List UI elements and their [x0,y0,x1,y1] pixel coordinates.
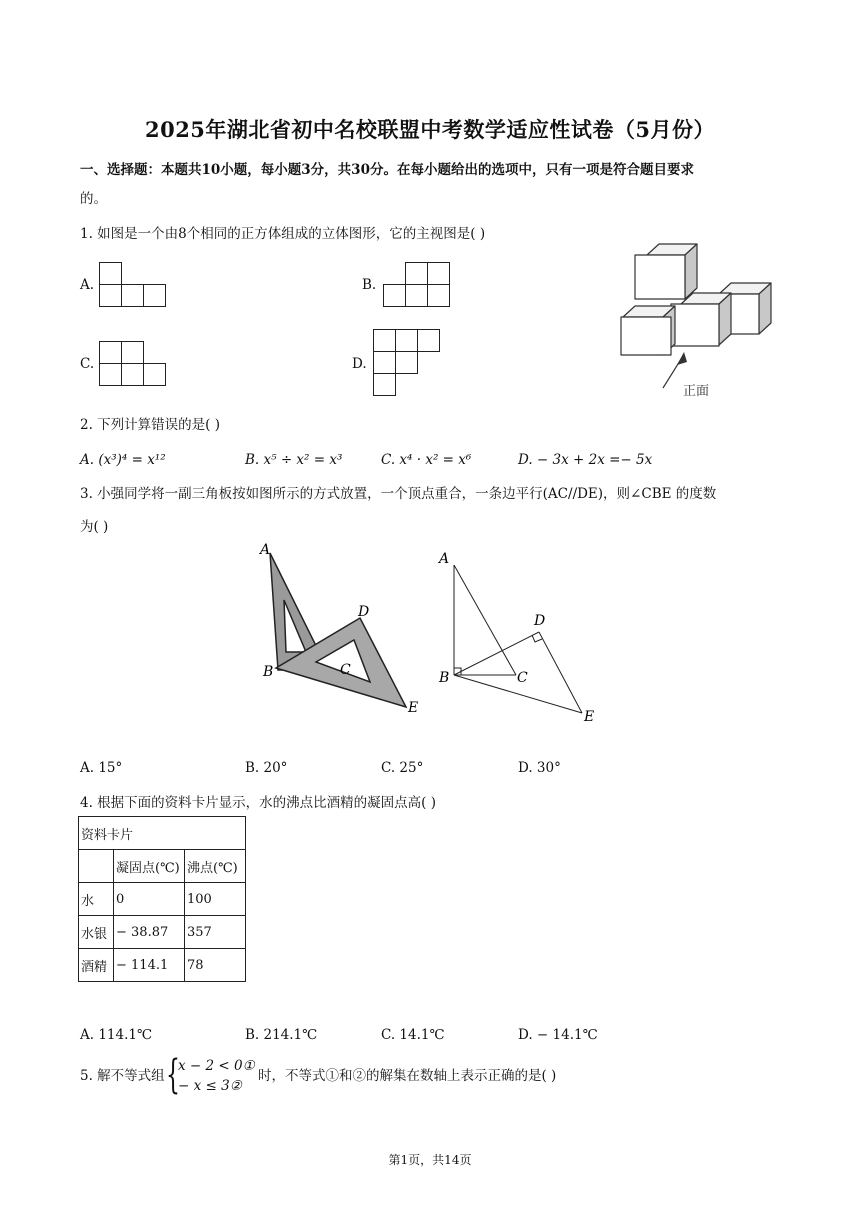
q3-stem-line2: 为( ) [80,519,109,535]
q1-option-a-figure[interactable] [96,258,168,308]
card-cell: − 114.1 [114,949,185,982]
card-cell: 0 [114,883,185,916]
q5-stem-start: 5. 解不等式组 [80,1068,165,1084]
q4-option-b[interactable]: B. 214.1℃ [245,1027,318,1043]
q3-diagram-label-c: C [517,670,528,686]
q1-option-c-label[interactable]: C. [80,356,95,372]
q1-cube-figure [615,238,780,403]
table-row [79,916,246,949]
q3-set-squares-figure [258,540,428,718]
q3-option-b[interactable]: B. 20° [245,760,288,776]
q1-option-c-figure[interactable] [96,337,168,387]
q4-data-card [78,816,246,982]
front-view-label: 正面 [683,384,710,399]
q3-photo-label-d: D [358,604,370,620]
table-row [79,883,246,916]
section-heading-line1: 一、选择题：本题共10小题，每小题3分，共30分。在每小题给出的选项中，只有一项是符合题目要求 [80,162,694,178]
q5-brace: { [166,1052,180,1098]
card-header-freezing: 凝固点(℃) [114,850,185,883]
q3-diagram-label-a: A [439,551,450,567]
q1-option-d-figure[interactable] [370,326,442,398]
q1-option-b-label[interactable]: B. [362,277,377,293]
q4-stem: 4. 根据下面的资料卡片显示，水的沸点比酒精的凝固点高( ) [80,795,436,811]
card-title: 资料卡片 [79,817,246,850]
table-row [79,949,246,982]
q1-option-d-label[interactable]: D. [352,356,367,372]
q3-photo-label-b: B [263,664,274,680]
q3-photo-label-a: A [260,542,271,558]
card-cell: 水银 [79,916,114,949]
q3-photo-label-e: E [408,700,419,716]
q2-option-b[interactable]: B. x⁵ ÷ x² = x³ [245,452,343,468]
q3-line-diagram [436,545,606,723]
card-cell: 酒精 [79,949,114,982]
q4-option-d[interactable]: D. − 14.1℃ [518,1027,598,1043]
q4-option-c[interactable]: C. 14.1℃ [381,1027,445,1043]
q5-inequality-2: − x ≤ 3② [178,1078,242,1094]
q5-stem-end: 时，不等式①和②的解集在数轴上表示正确的是( ) [258,1068,557,1084]
q3-diagram-label-e: E [584,709,595,723]
section-heading-line2: 的。 [80,191,107,207]
card-cell: 100 [185,883,246,916]
card-cell: 水 [79,883,114,916]
page-title: 2025年湖北省初中名校联盟中考数学适应性试卷（5月份） [144,117,716,142]
card-cell: − 38.87 [114,916,185,949]
q1-stem: 1. 如图是一个由8个相同的正方体组成的立体图形，它的主视图是( ) [80,226,486,242]
q3-option-c[interactable]: C. 25° [381,760,424,776]
q5-inequality-1: x − 2 < 0① [178,1058,255,1074]
q3-diagram-label-b: B [439,670,450,686]
q4-option-a[interactable]: A. 114.1℃ [80,1027,153,1043]
q1-option-b-figure[interactable] [380,258,452,308]
q2-stem: 2. 下列计算错误的是( ) [80,417,220,433]
card-cell: 78 [185,949,246,982]
q3-option-a[interactable]: A. 15° [80,760,123,776]
q3-stem-line1: 3. 小强同学将一副三角板按如图所示的方式放置，一个顶点重合，一条边平行(AC//DE)，则∠CBE 的度数 [80,486,717,502]
q3-option-d[interactable]: D. 30° [518,760,561,776]
q3-photo-label-c: C [340,662,351,678]
q1-option-a-label[interactable]: A. [80,277,95,293]
card-header-blank [79,850,114,883]
q2-option-c[interactable]: C. x⁴ · x² = x⁶ [381,452,472,468]
card-cell: 357 [185,916,246,949]
card-header-boiling: 沸点(℃) [185,850,246,883]
page-footer: 第1页，共14页 [388,1153,472,1167]
q2-option-d[interactable]: D. − 3x + 2x =− 5x [518,452,653,468]
q3-diagram-label-d: D [534,613,546,629]
q2-option-a[interactable]: A. (x³)⁴ = x¹² [80,452,166,468]
